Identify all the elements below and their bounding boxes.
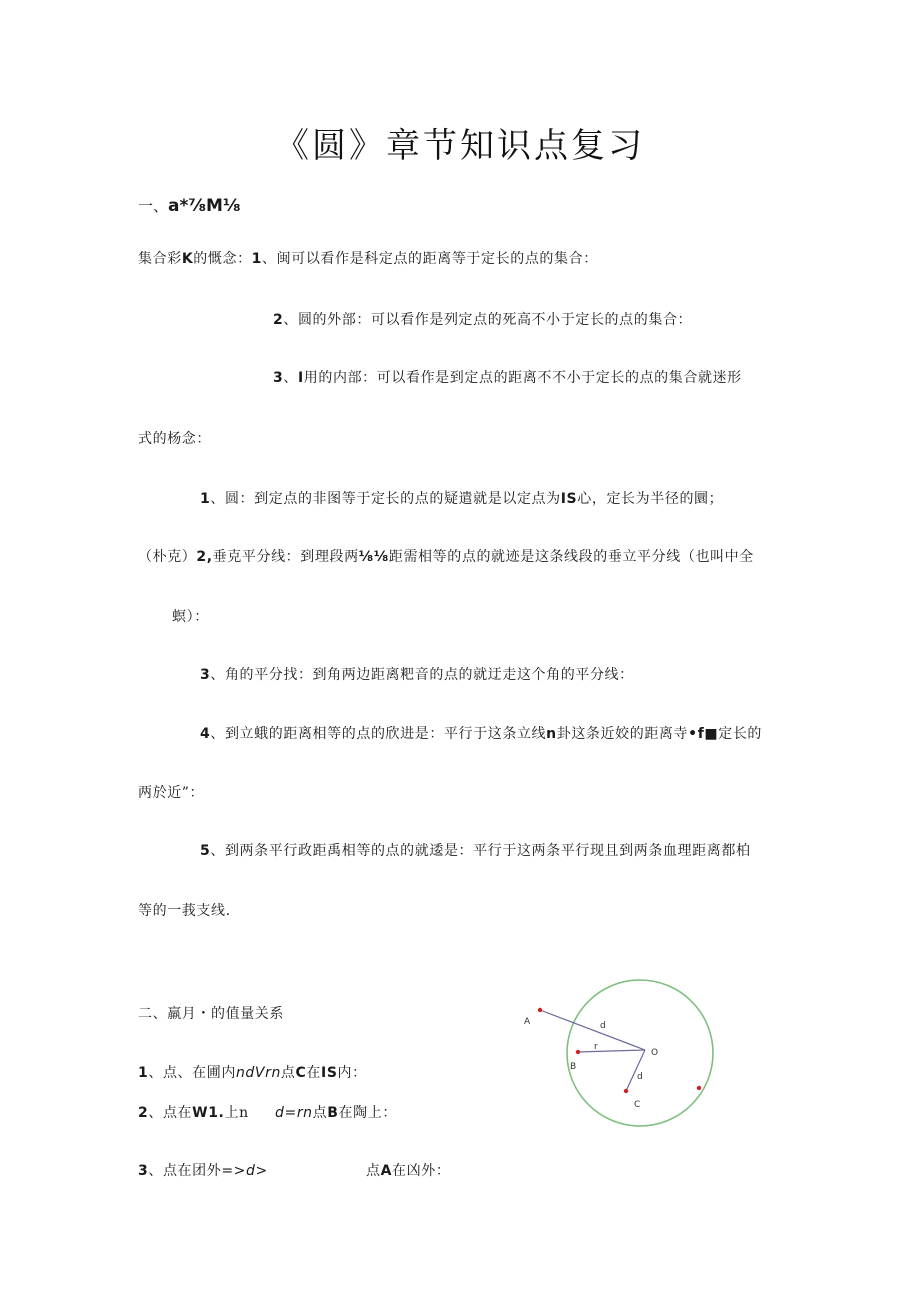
section-1-prefix: 一、 — [138, 197, 169, 215]
locus-item-1-bold: IS — [560, 491, 578, 507]
position-inside-bold: IS — [321, 1065, 338, 1081]
label-a: A — [524, 1017, 531, 1027]
position-outside-text-e: 在凶外： — [392, 1163, 451, 1179]
position-inside-text-c: 点 — [280, 1065, 296, 1081]
position-outside-formula: =>d> — [221, 1163, 268, 1179]
concept-item-3-mid: 、 — [283, 370, 298, 386]
point-a — [538, 1008, 542, 1012]
label-b: B — [570, 1062, 577, 1072]
position-on-text-c: 上 — [224, 1105, 240, 1121]
label-o: O — [651, 1048, 659, 1058]
line-a-to-o — [540, 1010, 645, 1050]
position-outside-text-a: 、点在团外 — [148, 1163, 222, 1179]
label-d-lower: d — [637, 1072, 643, 1082]
locus-item-4-text-c: 卦这条近姣的距离寺 — [556, 726, 689, 742]
line-b-to-o — [578, 1050, 645, 1052]
concept-line-3-cont: 式的杨念： — [138, 431, 211, 447]
locus-item-4 — [200, 723, 762, 743]
locus-item-2-cont: 螟）： — [172, 609, 209, 625]
position-outside-number: 3 — [138, 1163, 149, 1179]
locus-item-4-text-e: 定长的 — [718, 726, 763, 742]
section-2-heading: 二、羸月・的值量关系 — [138, 1006, 284, 1022]
position-inside-point: C — [295, 1065, 307, 1081]
locus-item-4-bold-f: •f■ — [688, 726, 719, 742]
page-title: 《圆》章节知识点复习 — [275, 126, 645, 166]
concept-line-1 — [138, 248, 598, 268]
concept-item-2-number: 2 — [273, 312, 284, 328]
point-c — [624, 1089, 628, 1093]
position-inside-formula: ndVrn — [235, 1065, 281, 1081]
concept-item-1-number: 1 — [251, 251, 263, 267]
locus-item-4-bold-n: n — [546, 726, 557, 742]
position-inside-number: 1 — [138, 1065, 149, 1081]
position-inside-text-a: 、点、在圃内 — [148, 1065, 236, 1081]
concept-item-3-number: 3 — [273, 370, 284, 386]
locus-item-2-prefix: （朴克） — [138, 549, 197, 565]
position-inside — [138, 1062, 367, 1082]
concept-item-2-text: 、圆的外部：可以看作是列定点的死高不小于定长的点的集合： — [283, 312, 693, 328]
locus-item-2 — [138, 546, 754, 566]
concept-line-3 — [273, 367, 742, 387]
locus-item-4-text-a: 、到立蛾的距离相等的点的欣进是：平行于这条立线 — [210, 726, 547, 742]
locus-item-5-cont: 等的一莪支线. — [138, 903, 231, 919]
circle-position-diagram — [518, 978, 718, 1128]
concept-lead-bold: K — [181, 251, 194, 267]
position-on — [138, 1102, 249, 1122]
position-outside — [138, 1160, 268, 1180]
position-outside-tail — [366, 1160, 450, 1180]
locus-item-2-number: 2, — [196, 549, 213, 565]
locus-item-3-text: 、角的平分找：到角两边距离粑音的点的就迂走这个角的平分线： — [210, 667, 634, 683]
point-b — [576, 1050, 580, 1054]
position-on-bold: W1. — [192, 1105, 225, 1121]
position-on-text-h: 在陶上： — [338, 1105, 397, 1121]
locus-item-2-text-d: 距需相等的点的就迹是这条线段的垂立平分线（也叫中全 — [388, 549, 754, 565]
concept-lead: 集合彩 — [138, 251, 182, 267]
line-c-to-o — [626, 1050, 645, 1091]
position-on-text-a: 、点在 — [148, 1105, 193, 1121]
locus-item-3 — [200, 664, 634, 684]
position-outside-point: A — [380, 1163, 393, 1179]
locus-item-3-number: 3 — [200, 667, 211, 683]
locus-item-5 — [200, 840, 751, 860]
locus-item-2-bold: ⅛⅛ — [358, 549, 389, 565]
locus-item-1-text-c: 心，定长为半径的圜； — [577, 491, 724, 507]
label-c: C — [634, 1100, 641, 1110]
label-r: r — [594, 1042, 598, 1052]
concept-item-3-bold: I — [297, 370, 304, 386]
locus-item-5-number: 5 — [200, 843, 211, 859]
concept-item-1-text: 、闽可以看作是科定点的距离等于定长的点的集合： — [262, 251, 598, 267]
locus-item-4-number: 4 — [200, 726, 211, 742]
locus-item-2-text-b: 垂克平分线：到理段两 — [212, 549, 359, 565]
section-1-heading — [138, 195, 241, 216]
position-on-number: 2 — [138, 1105, 149, 1121]
locus-item-4-cont: 两於近”： — [138, 785, 205, 801]
position-on-point: B — [327, 1105, 339, 1121]
concept-item-3-text: 用的内部：可以看作是到定点的距离不不小于定长的点的集合就迷形 — [303, 370, 742, 386]
concept-lead-rest: 的慨念： — [193, 251, 252, 267]
concept-line-2 — [273, 309, 692, 329]
position-on-formula-group — [275, 1102, 397, 1122]
position-inside-text-e: 在 — [306, 1065, 322, 1081]
locus-item-1-text-a: 、圆：到定点的非图等于定长的点的疑遣就是以定点为 — [210, 491, 561, 507]
locus-item-1-number: 1 — [200, 491, 211, 507]
locus-item-1 — [200, 488, 723, 508]
position-outside-text-c: 点 — [366, 1163, 381, 1179]
position-on-text-f: 点 — [312, 1105, 328, 1121]
position-inside-text-g: 内： — [337, 1065, 367, 1081]
section-1-title: a*⅞M⅛ — [168, 196, 241, 216]
position-on-formula: d=rn — [275, 1105, 313, 1121]
point-on-circle — [697, 1086, 701, 1090]
label-d-upper: d — [600, 1021, 606, 1031]
locus-item-5-text: 、到两条平行政距禹相等的点的就逶是：平行于这两条平行现且到两条血理距离都柏 — [210, 843, 751, 859]
position-on-text-d: n — [239, 1105, 249, 1121]
